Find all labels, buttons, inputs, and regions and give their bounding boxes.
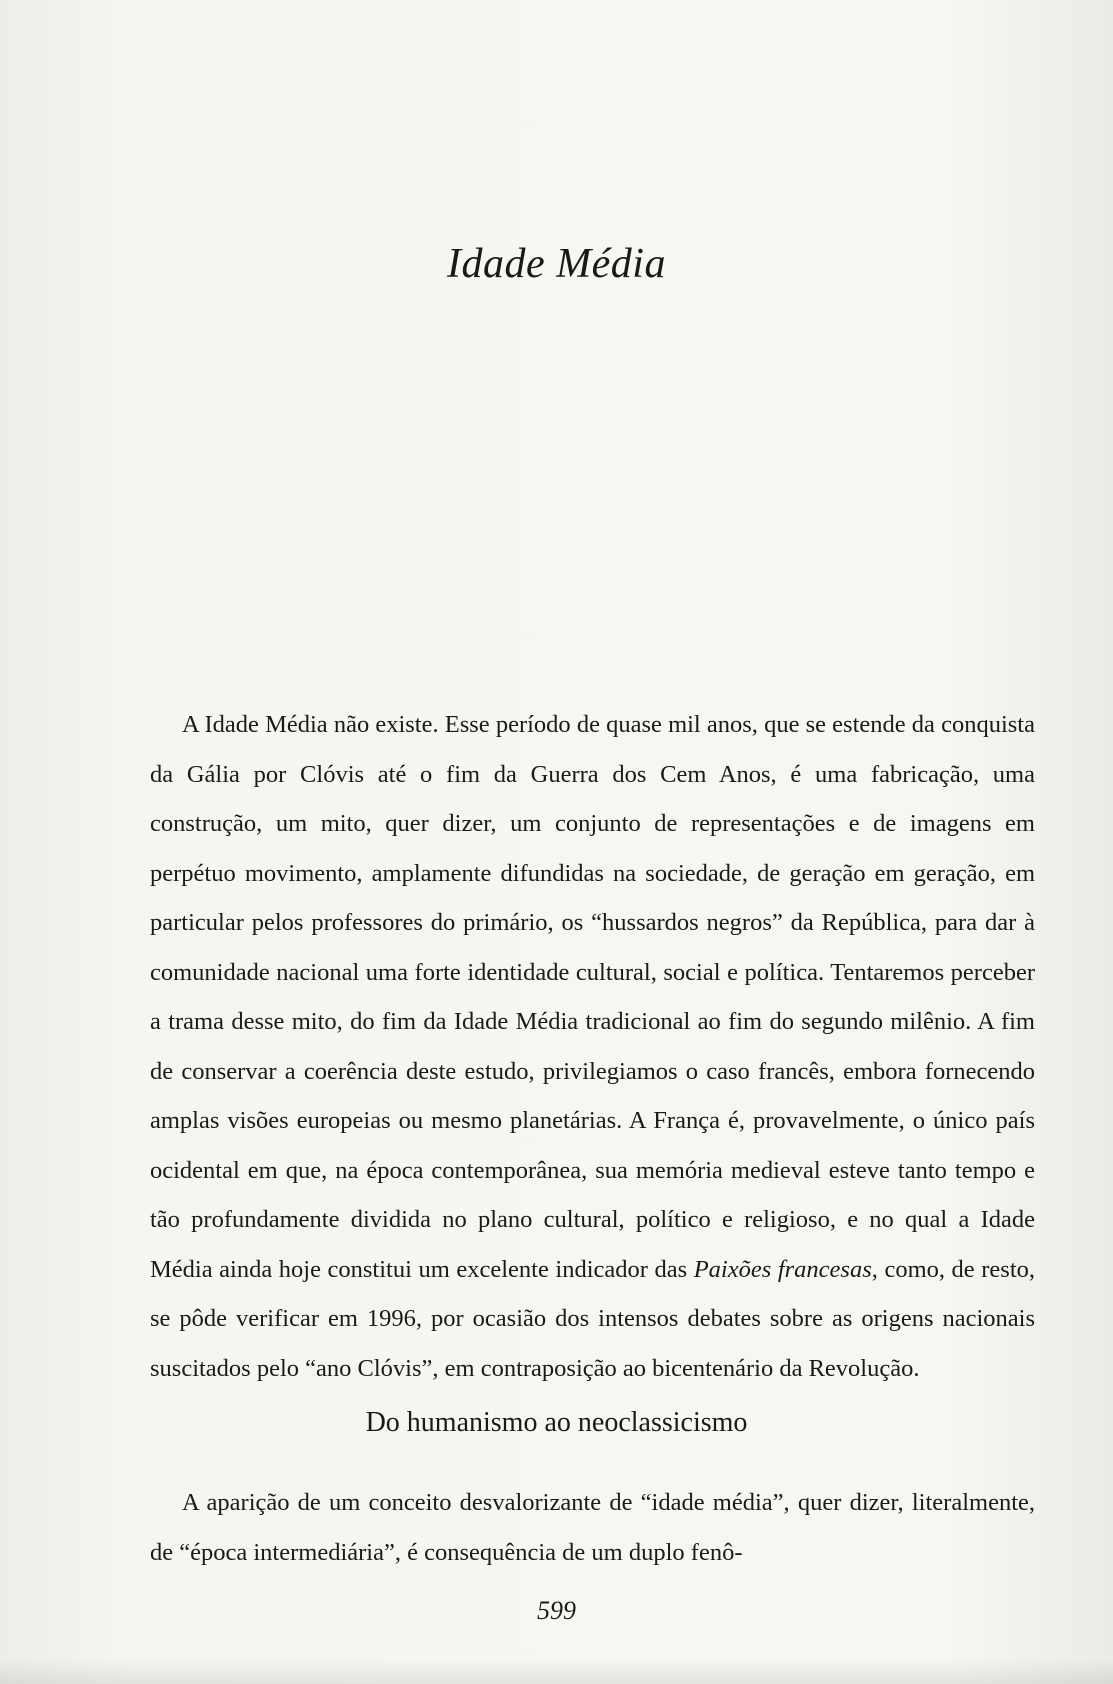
- body-text-continued: [150, 1478, 1035, 1577]
- paragraph-1-text: A Idade Média não existe. Esse período de quase mil anos, que se estende da conquista da Gália por Clóvis até o fim da Guerra dos Cem Anos, é uma fabricação, uma construção, um mito, quer dizer, um conjunto de representações e de imagens em perpétuo movimento, amplamente difundidas na sociedade, de geração em geração, em particular pelos professores do primário, os “hussardos negros” da República, para dar à comunidade nacional uma forte identidade cultural, social e política. Tentaremos perceber a trama desse mito, do fim da Idade Média tradicional ao fim do segundo milênio. A fim de conservar a coerência deste estudo, privilegiamos o caso francês, embora fornecendo amplas visões europeias ou mesmo planetárias. A França é, provavelmente, o único país ocidental em que, na época contemporânea, sua memória medieval esteve tanto tempo e tão profundamente dividida no plano cultural, político e religioso, e no qual a Idade Média ainda hoje constitui um excelente indicador das: [150, 711, 1035, 1283]
- chapter-title: Idade Média: [447, 241, 666, 287]
- body-text: [150, 700, 1035, 1393]
- paragraph-1: [150, 700, 1035, 1393]
- italic-book-title: Paixões francesas: [693, 1255, 872, 1283]
- page-number: 599: [537, 1596, 576, 1625]
- paragraph-1-text-end: , como, de resto, se pôde verificar em 1996, por ocasião dos intensos debates sobre as origens nacionais suscitados pelo “ano Clóvis”, em contraposição ao bicentenário da Revolução.: [150, 1255, 1036, 1382]
- paragraph-2: A aparição de um conceito desvalorizante de “idade média”, quer dizer, literalmente, de “época intermediária”, é consequência de um duplo fenô-: [150, 1489, 1035, 1566]
- page-bottom-shadow: [0, 1658, 1113, 1684]
- section-heading: Do humanismo ao neoclassicismo: [365, 1407, 748, 1438]
